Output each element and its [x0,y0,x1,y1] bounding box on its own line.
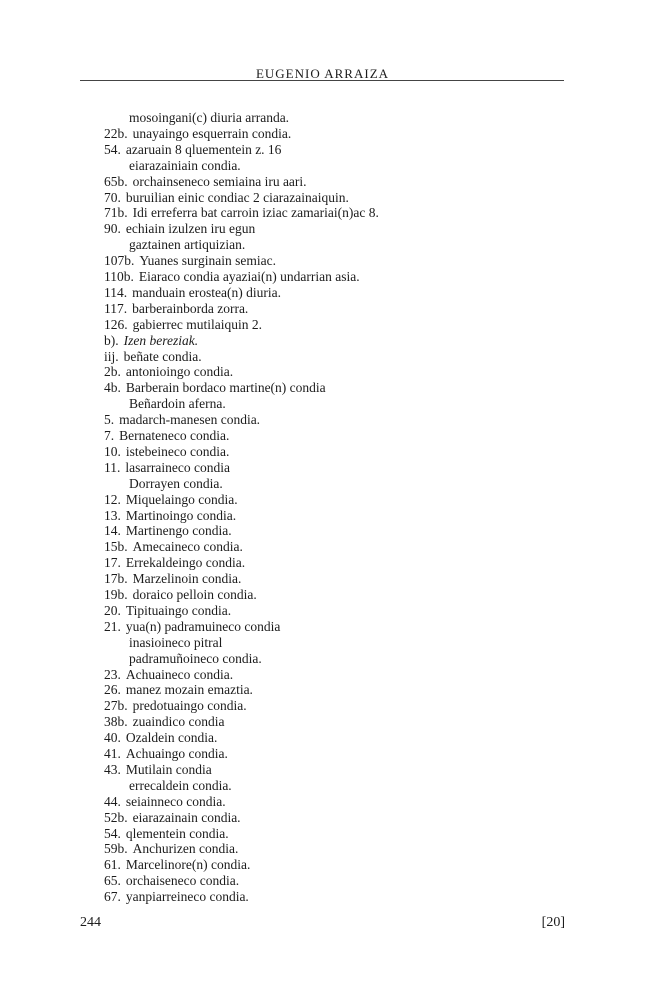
entry-line [129,635,222,651]
entry-text: eiarazainain condia. [132,809,241,825]
entry-number: 27b. [104,698,128,714]
entry-text: Marcelinore(n) condia. [125,857,251,873]
entry-text: antonioingo condia. [125,364,234,380]
entry-number: 54. [104,141,121,157]
entry-line [104,349,202,365]
entry-text: Ozaldein condia. [125,730,218,746]
entry-text: manduain erostea(n) diuria. [132,284,281,300]
entry-number: 22b. [104,125,128,141]
entry-number: 117. [104,300,128,316]
entry-text: Barberain bordaco martine(n) condia [125,380,326,396]
entry-number: 70. [104,189,121,205]
entry-line [104,460,230,476]
entry-number: 17b. [104,571,128,587]
entry-text: eiarazainiain condia. [129,157,241,173]
entry-line [104,794,226,810]
entry-text: Tipituaingo condia. [125,602,232,618]
entry-number: 90. [104,221,121,237]
entry-number: 44. [104,793,121,809]
running-header: EUGENIO ARRAIZA [255,66,390,81]
entry-line [104,826,229,842]
entry-line [104,698,247,714]
entry-line [104,571,241,587]
entry-text: Miquelaingo condia. [125,491,238,507]
entry-number: 38b. [104,714,128,730]
entry-line [104,205,379,221]
entry-number: 4b. [104,380,121,396]
entry-text: Amecaineco condia. [132,539,243,555]
entry-number: 114. [104,284,128,300]
entry-number: 14. [104,523,121,539]
entry-text: Achuaingo condia. [125,746,228,761]
entry-text: beñate condia. [123,348,202,364]
entry-line [104,667,233,683]
entry-number: 65. [104,873,121,889]
entry-line [104,539,243,555]
entry-line [104,269,360,285]
entry-text: predotuaingo condia. [132,698,247,714]
entry-text: Marzelinoin condia. [132,571,242,587]
entry-line [129,110,289,126]
entry-text: Yuanes surginain semiac. [139,253,276,269]
entry-line [104,444,229,460]
entry-text: qlementein condia. [125,825,229,841]
entry-line [104,762,212,778]
entry-line [104,841,238,857]
entry-line [104,317,262,333]
entry-line [104,810,241,826]
entry-text: orchaiseneco condia. [125,873,240,889]
entry-line [129,396,226,412]
entry-number: 5. [104,412,115,428]
entry-line [104,619,280,635]
entry-number: 13. [104,507,121,523]
entry-text: Eiaraco condia ayaziai(n) undarrian asia. [138,269,360,284]
entry-line [104,126,291,142]
entry-text: gaztainen artiquizian. [129,237,246,253]
entry-line [104,508,236,524]
section-number: [20] [541,915,565,930]
entry-text: Izen bereziak. [123,332,199,348]
entry-text: unayaingo esquerrain condia. [132,125,292,141]
entry-line [104,428,229,444]
entry-text: yua(n) padramuineco condia [125,618,281,634]
entry-number: 65b. [104,173,128,189]
entry-number: 15b. [104,539,128,555]
header-rule [80,80,564,81]
entry-line [104,587,257,603]
entry-line [104,380,326,396]
entry-text: Beñardoin aferna. [129,396,226,412]
entry-text: orchainseneco semiaina iru aari. [132,173,307,189]
entry-line [104,221,255,237]
entry-line [104,714,224,730]
entry-line [129,476,223,492]
entry-line [104,174,307,190]
entry-line [104,412,260,428]
entry-line [104,889,249,905]
entry-text: Martinoingo condia. [125,507,237,523]
entry-number: 19b. [104,587,128,602]
entry-text: inasioineco pitral [129,634,223,650]
entry-text: padramuñoineco condia. [129,650,262,666]
entry-number: 110b. [104,269,134,284]
entry-number: 10. [104,443,121,459]
entry-text: seiainneco condia. [125,793,226,809]
entry-line [104,285,281,301]
entry-line [104,873,239,889]
entry-number: 12. [104,491,121,507]
entry-number: 40. [104,730,121,746]
entry-text: madarch-manesen condia. [119,412,261,428]
entry-number: 61. [104,857,121,873]
entry-text: errecaldein condia. [129,777,232,793]
entry-text: Bernateneco condia. [119,428,230,443]
entry-number: iij. [104,348,119,364]
entry-number: 7. [104,428,115,443]
entry-line [104,190,349,206]
entry-number: 71b. [104,205,128,221]
entry-line [129,778,232,794]
entry-number: 21. [104,618,121,634]
entry-number: 20. [104,602,121,618]
entry-number: 107b. [104,253,135,269]
entry-text: istebeineco condia. [125,443,230,459]
entry-text: echiain izulzen iru egun [125,221,256,237]
entry-line [104,682,253,698]
entry-number: 26. [104,682,121,698]
entry-number: 17. [104,555,121,571]
entry-text: Achuaineco condia. [125,666,234,682]
entry-text: lasarraineco condia [125,459,230,475]
entry-number: 54. [104,825,121,841]
entry-line [104,492,238,508]
entry-text: doraico pelloin condia. [132,587,257,602]
entry-text: Errekaldeingo condia. [125,555,246,571]
entry-line [104,523,232,539]
entry-line [104,333,198,349]
entry-number: b). [104,332,119,348]
entry-text: manez mozain emaztia. [125,682,253,698]
entry-text: gabierrec mutilaiquin 2. [132,316,262,332]
entry-line [129,651,262,667]
entry-text: Martinengo condia. [125,523,232,539]
entry-text: azaruain 8 qluementein z. 16 [125,141,282,157]
entry-text: Idi erreferra bat carroin iziac zamariai(n)ac 8. [132,205,379,221]
entry-text: buruilian einic condiac 2 ciarazainaiquin. [125,189,349,205]
entry-number: 2b. [104,364,121,380]
entry-text: zuaindico condia [132,714,225,730]
entry-text: Mutilain condia [125,761,212,777]
entry-text: yanpiarreineco condia. [125,889,249,905]
entry-number: 126. [104,316,128,332]
entry-number: 41. [104,746,121,761]
entry-line [129,158,241,174]
entry-line [104,730,217,746]
entry-text: Anchurizen condia. [132,841,239,857]
entry-number: 52b. [104,809,128,825]
entry-line [104,364,233,380]
page-number: 244 [80,915,101,930]
entry-line [104,142,281,158]
entry-text: barberainborda zorra. [132,300,249,316]
entry-text: Dorrayen condia. [129,475,223,491]
entry-line [104,857,250,873]
entry-line [104,301,248,317]
entry-number: 67. [104,889,121,905]
entry-line [104,746,228,762]
entry-line [104,603,231,619]
entry-number: 11. [104,459,121,475]
entry-number: 23. [104,666,121,682]
entry-line [129,237,245,253]
entry-line [104,555,245,571]
entry-text: mosoingani(c) diuria arranda. [129,110,290,125]
entry-number: 43. [104,761,121,777]
entry-line [104,253,276,269]
entry-number: 59b. [104,841,128,857]
